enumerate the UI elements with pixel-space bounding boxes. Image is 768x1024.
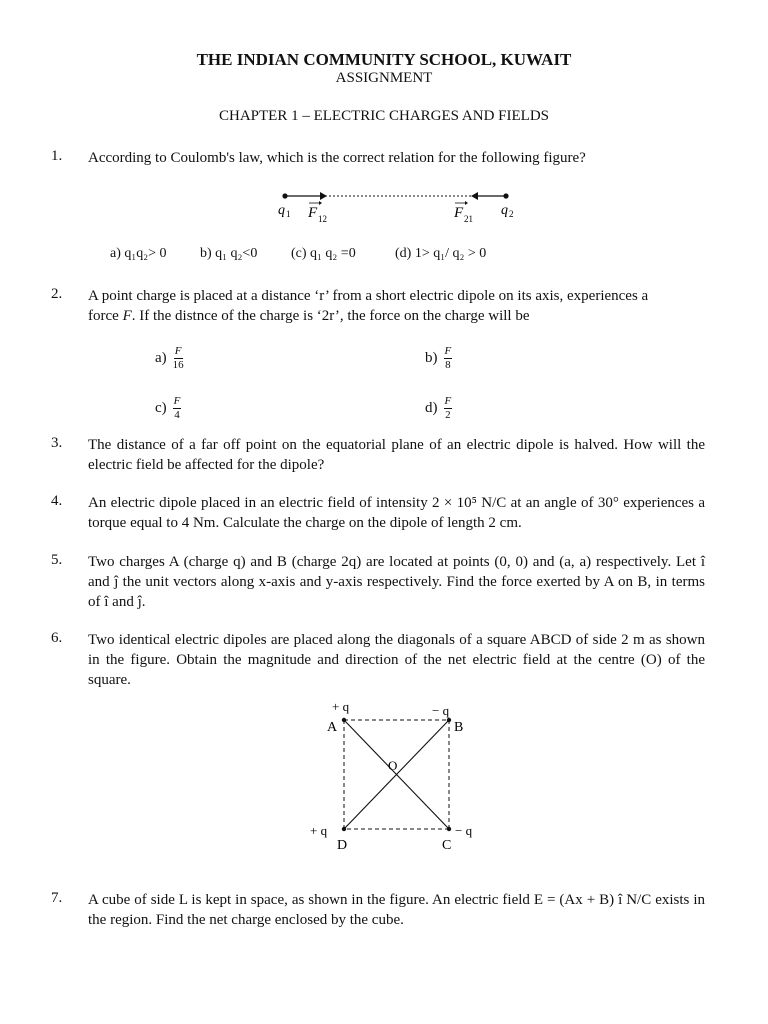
vertex-d-dot <box>342 827 346 831</box>
question-2-number: 2. <box>51 286 63 302</box>
charge-plus-a: + q <box>332 699 350 714</box>
label-o: O <box>388 758 398 773</box>
label-f21: F <box>454 205 464 221</box>
chapter-title: CHAPTER 1 – ELECTRIC CHARGES AND FIELDS <box>218 108 550 124</box>
assignment-label: ASSIGNMENT <box>335 70 433 86</box>
label-f12: F <box>308 205 318 221</box>
question-4-text: An electric dipole placed in an electric field of intensity 2 × 10⁵ N/C at an angle of 30° experiences a torque equal to 4 Nm. Calculate the charge on the dipole of length 2 cm. <box>88 495 705 531</box>
question-2-text <box>88 286 705 326</box>
question-4-number: 4. <box>51 493 63 509</box>
school-title: THE INDIAN COMMUNITY SCHOOL, KUWAIT <box>196 50 572 69</box>
label-q1: q <box>278 203 285 218</box>
q1-option-d: (d) 1> q₁/ q₂ > 0 <box>395 246 487 261</box>
q1-option-c: (c) q₁ q₂ =0 <box>291 246 356 261</box>
square-dipole-figure <box>300 696 490 856</box>
label-f12-sub: 12 <box>318 214 327 224</box>
question-2-line-2: force F. If the distnce of the charge is ‘2r’, the force on the charge will be <box>88 308 530 324</box>
question-6-text: Two identical electric dipoles are placed along the diagonals of a square ABCD of side 2 m as shown in the figure. Obtain the magnitude and direction of the net electric field at the centre (O) of the square. <box>88 632 705 688</box>
question-7-text: A cube of side L is kept in space, as shown in the figure. An electric field E = (Ax + B) î N/C exists in the region. Find the net charge enclosed by the cube. <box>88 892 705 928</box>
force-f12-arrowhead <box>320 192 327 200</box>
q2-option-c: c) $\frac{F}{4}$ <box>155 395 181 421</box>
vertex-a-dot <box>342 718 346 722</box>
force-symbol: F <box>122 308 132 324</box>
question-3-text: The distance of a far off point on the equatorial plane of an electric dipole is halved. How will the electric field be affected for the dipole? <box>88 437 705 473</box>
label-d: D <box>337 838 348 853</box>
label-c: C <box>442 838 452 853</box>
q2-option-d: d) $\frac{F}{2}$ <box>425 395 452 421</box>
label-f21-sub: 21 <box>464 214 473 224</box>
question-5-number: 5. <box>51 552 63 568</box>
label-q2: q <box>501 203 508 218</box>
charge-minus-b: − q <box>432 703 450 718</box>
vertex-c-dot <box>447 827 451 831</box>
label-a: A <box>327 720 338 735</box>
charge-minus-c: − q <box>455 823 473 838</box>
question-5-text: Two charges A (charge q) and B (charge 2q) are located at points (0, 0) and (a, a) respectively. Let î and ĵ the unit vectors along x-axis and y-axis respectively. Find the force exerted by A on B, in terms of î and ĵ. <box>88 554 705 610</box>
charge-plus-d: + q <box>310 823 328 838</box>
label-q2-sub: 2 <box>509 209 514 219</box>
question-1-text: According to Coulomb's law, which is the correct relation for the following figure? <box>88 150 586 166</box>
question-6-number: 6. <box>51 630 63 646</box>
q1-option-a: a) q₁q₂> 0 <box>110 246 167 261</box>
label-q1-sub: 1 <box>286 209 291 219</box>
question-2-line-1: A point charge is placed at a distance ‘r’ from a short electric dipole on its axis, experiences a <box>88 288 649 304</box>
q2-option-a: a) $\frac{F}{16}$ <box>155 345 184 371</box>
force-f21-arrowhead <box>471 192 478 200</box>
q2-option-b: b) $\frac{F}{8}$ <box>425 345 452 371</box>
vertex-b-dot <box>447 718 451 722</box>
question-3-number: 3. <box>51 435 63 451</box>
coulomb-figure <box>270 182 530 230</box>
question-7-number: 7. <box>51 890 63 906</box>
label-b: B <box>454 720 464 735</box>
question-1-number: 1. <box>51 148 63 164</box>
q1-option-b: b) q₁ q₂<0 <box>200 246 258 261</box>
